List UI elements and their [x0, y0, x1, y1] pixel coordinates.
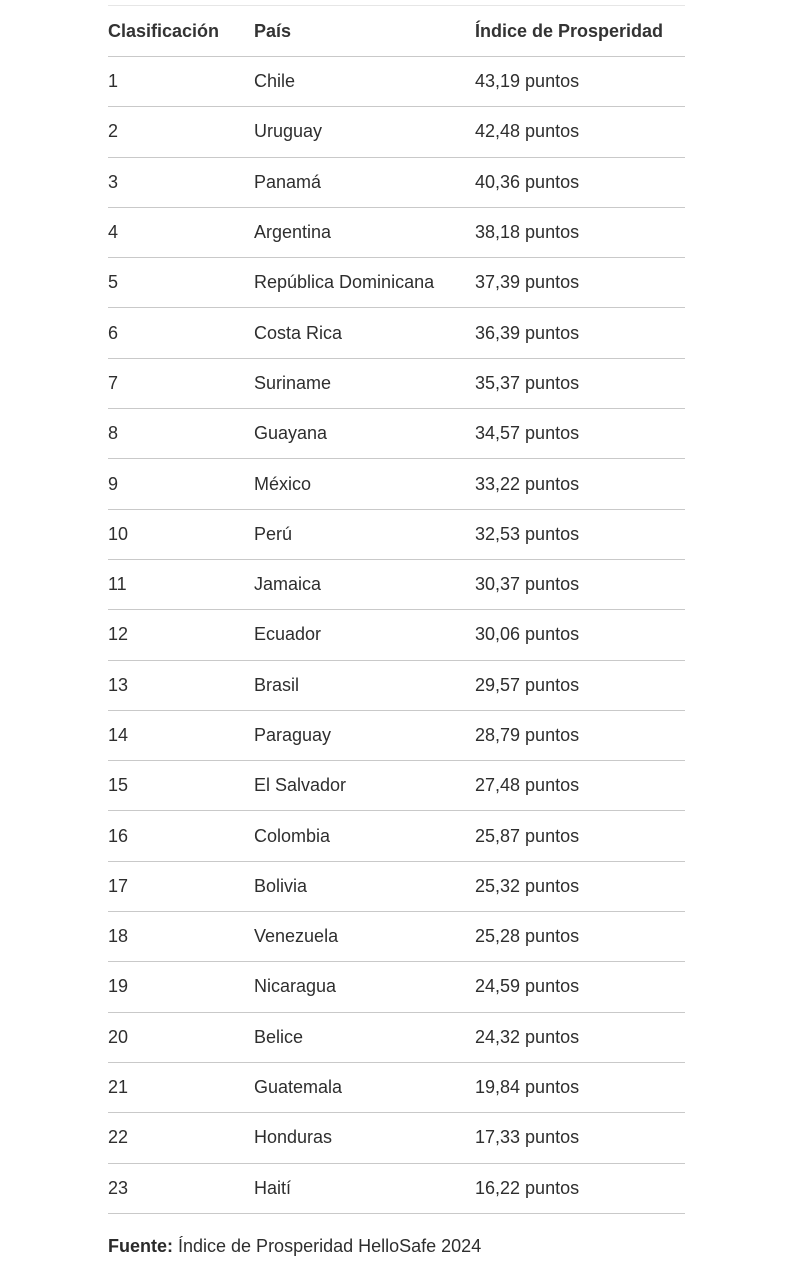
column-header-country: País: [254, 6, 475, 57]
cell-rank: 2: [108, 107, 254, 157]
cell-index: 36,39 puntos: [475, 308, 685, 358]
cell-rank: 23: [108, 1163, 254, 1213]
cell-rank: 7: [108, 358, 254, 408]
table-body: [108, 57, 685, 1214]
cell-country: Nicaragua: [254, 962, 475, 1012]
cell-country: México: [254, 459, 475, 509]
cell-rank: 15: [108, 761, 254, 811]
cell-country: Costa Rica: [254, 308, 475, 358]
column-header-index: Índice de Prosperidad: [475, 6, 685, 57]
cell-index: 35,37 puntos: [475, 358, 685, 408]
cell-country: Uruguay: [254, 107, 475, 157]
table-row: [108, 1163, 685, 1213]
cell-country: Bolivia: [254, 861, 475, 911]
source-note: [108, 1236, 481, 1257]
table-row: [108, 962, 685, 1012]
cell-rank: 9: [108, 459, 254, 509]
cell-country: Jamaica: [254, 559, 475, 609]
cell-rank: 18: [108, 912, 254, 962]
cell-rank: 19: [108, 962, 254, 1012]
cell-index: 30,37 puntos: [475, 559, 685, 609]
table-row: [108, 660, 685, 710]
cell-rank: 16: [108, 811, 254, 861]
table-row: [108, 912, 685, 962]
table-row: [108, 610, 685, 660]
table-row: [108, 1113, 685, 1163]
table-row: [108, 811, 685, 861]
cell-index: 17,33 puntos: [475, 1113, 685, 1163]
table-row: [108, 761, 685, 811]
cell-index: 24,32 puntos: [475, 1012, 685, 1062]
table-row: [108, 107, 685, 157]
cell-index: 29,57 puntos: [475, 660, 685, 710]
cell-country: Guayana: [254, 409, 475, 459]
cell-rank: 20: [108, 1012, 254, 1062]
table-row: [108, 57, 685, 107]
cell-country: Venezuela: [254, 912, 475, 962]
table-row: [108, 308, 685, 358]
cell-rank: 6: [108, 308, 254, 358]
cell-index: 34,57 puntos: [475, 409, 685, 459]
cell-index: 33,22 puntos: [475, 459, 685, 509]
cell-country: Honduras: [254, 1113, 475, 1163]
cell-rank: 8: [108, 409, 254, 459]
source-label: Fuente:: [108, 1236, 173, 1256]
cell-rank: 17: [108, 861, 254, 911]
cell-rank: 5: [108, 258, 254, 308]
table-row: [108, 358, 685, 408]
cell-country: Guatemala: [254, 1062, 475, 1112]
table-header-row: [108, 6, 685, 57]
cell-index: 16,22 puntos: [475, 1163, 685, 1213]
cell-country: Belice: [254, 1012, 475, 1062]
cell-index: 38,18 puntos: [475, 207, 685, 257]
cell-rank: 11: [108, 559, 254, 609]
cell-country: Perú: [254, 509, 475, 559]
cell-index: 19,84 puntos: [475, 1062, 685, 1112]
prosperity-table: [108, 5, 685, 1214]
prosperity-table-container: [108, 5, 685, 1214]
cell-index: 32,53 puntos: [475, 509, 685, 559]
cell-index: 43,19 puntos: [475, 57, 685, 107]
cell-rank: 14: [108, 710, 254, 760]
cell-index: 40,36 puntos: [475, 157, 685, 207]
cell-country: Haití: [254, 1163, 475, 1213]
cell-country: Argentina: [254, 207, 475, 257]
table-row: [108, 207, 685, 257]
cell-rank: 3: [108, 157, 254, 207]
cell-country: Colombia: [254, 811, 475, 861]
cell-rank: 10: [108, 509, 254, 559]
cell-rank: 4: [108, 207, 254, 257]
cell-rank: 22: [108, 1113, 254, 1163]
table-row: [108, 258, 685, 308]
table-row: [108, 157, 685, 207]
cell-index: 25,28 puntos: [475, 912, 685, 962]
cell-country: Brasil: [254, 660, 475, 710]
table-row: [108, 1062, 685, 1112]
table-row: [108, 861, 685, 911]
cell-country: Panamá: [254, 157, 475, 207]
table-row: [108, 509, 685, 559]
source-text: Índice de Prosperidad HelloSafe 2024: [173, 1236, 482, 1256]
cell-index: 25,87 puntos: [475, 811, 685, 861]
table-row: [108, 459, 685, 509]
cell-rank: 1: [108, 57, 254, 107]
cell-rank: 12: [108, 610, 254, 660]
cell-country: Chile: [254, 57, 475, 107]
cell-index: 25,32 puntos: [475, 861, 685, 911]
table-row: [108, 710, 685, 760]
table-row: [108, 559, 685, 609]
cell-index: 28,79 puntos: [475, 710, 685, 760]
cell-country: República Dominicana: [254, 258, 475, 308]
cell-rank: 21: [108, 1062, 254, 1112]
column-header-rank: Clasificación: [108, 6, 254, 57]
table-row: [108, 409, 685, 459]
cell-index: 24,59 puntos: [475, 962, 685, 1012]
cell-country: Suriname: [254, 358, 475, 408]
cell-country: Ecuador: [254, 610, 475, 660]
cell-index: 37,39 puntos: [475, 258, 685, 308]
cell-rank: 13: [108, 660, 254, 710]
cell-index: 42,48 puntos: [475, 107, 685, 157]
cell-country: Paraguay: [254, 710, 475, 760]
cell-country: El Salvador: [254, 761, 475, 811]
table-row: [108, 1012, 685, 1062]
cell-index: 30,06 puntos: [475, 610, 685, 660]
table-header: [108, 6, 685, 57]
cell-index: 27,48 puntos: [475, 761, 685, 811]
